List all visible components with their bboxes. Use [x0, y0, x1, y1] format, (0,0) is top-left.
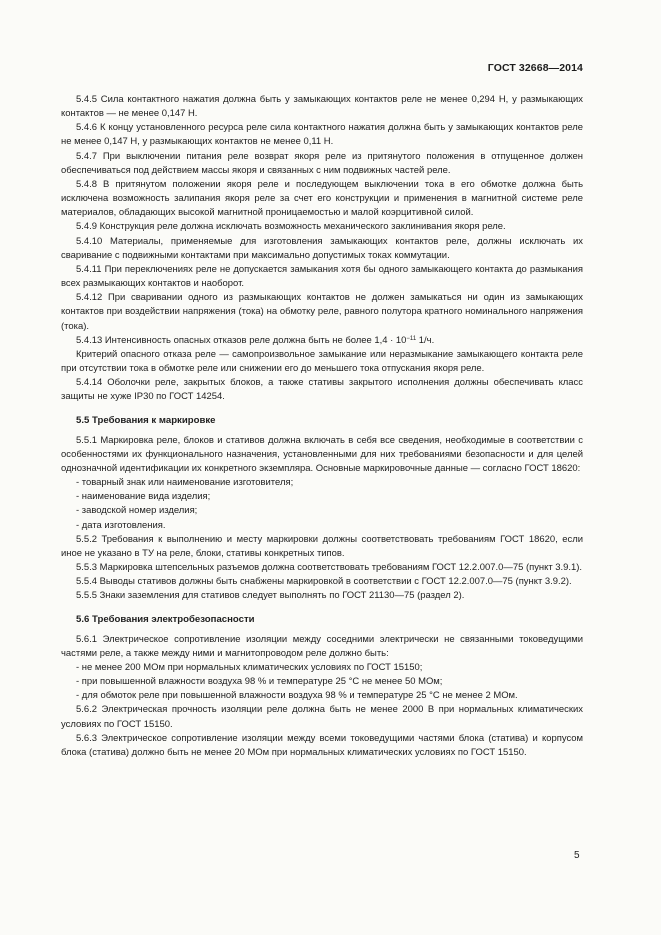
clause-5-4-13-unit: 1/ч. — [416, 334, 435, 346]
document-body — [61, 93, 583, 760]
clause-5-6-1: 5.6.1 Электрическое сопротивление изоляции между соседними электрически не связанными токоведущими частями реле, а также между ними и магнитопроводом реле должно быть: — [61, 633, 583, 659]
section-5-5-heading: 5.5 Требования к маркировке — [76, 415, 216, 427]
section-5-6-heading: 5.6 Требования электробезопасности — [76, 614, 255, 626]
list-item: - не менее 200 МОм при нормальных климатических условиях по ГОСТ 15150; — [76, 661, 423, 673]
list-item: - дата изготовления. — [76, 519, 166, 531]
clause-5-4-5: 5.4.5 Сила контактного нажатия должна быть у замыкающих контактов реле не менее 0,294 Н, у размыкающих контактов — не менее 0,147 Н. — [61, 94, 583, 120]
clause-5-6-3: 5.6.3 Электрическое сопротивление изоляции между всеми токоведущими частями блока (статива) и корпусом блока (статива) должно быть не менее 20 МОм при нормальных климатических условиях по ГОСТ 15150. — [61, 732, 583, 758]
clause-5-4-13-text: 5.4.13 Интенсивность опасных отказов реле должна быть не более 1,4 · 10 — [76, 334, 407, 346]
clause-5-6-2: 5.6.2 Электрическая прочность изоляции реле должна быть не менее 2000 В при нормальных климатических условиях по ГОСТ 15150. — [61, 704, 583, 730]
clause-5-5-5: 5.5.5 Знаки заземления для стативов следует выполнять по ГОСТ 21130—75 (раздел 2). — [76, 590, 465, 602]
clause-5-4-13 — [61, 334, 583, 348]
list-item: - заводской номер изделия; — [76, 505, 198, 517]
page-number: 5 — [574, 850, 580, 861]
clause-5-4-7: 5.4.7 При выключении питания реле возврат якоря реле из притянутого положения в отпущенное должен обеспечиваться под действием массы якоря и связанных с ним подвижных частей реле. — [61, 150, 583, 176]
list-item: - товарный знак или наименование изготовителя; — [76, 477, 294, 489]
clause-5-4-9: 5.4.9 Конструкция реле должна исключать возможность механического заклинивания якоря реле. — [76, 221, 506, 233]
clause-5-4-6: 5.4.6 К концу установленного ресурса реле сила контактного нажатия должна быть у замыкающих контактов реле не менее 0,147 Н, у размыкающих контактов не менее 0,11 Н. — [61, 122, 583, 148]
clause-5-5-4: 5.5.4 Выводы стативов должны быть снабжены маркировкой в соответствии с ГОСТ 12.2.007.0—75 (пункт 3.9.2). — [76, 576, 572, 588]
dangerous-failure-criterion: Критерий опасного отказа реле — самопроизвольное замыкание или неразмыкание замыкающего контакта реле при отсутствии тока в обмотке реле или снижении его до меньшего тока отпускания якоря реле. — [61, 348, 583, 374]
clause-5-4-10: 5.4.10 Материалы, применяемые для изготовления замыкающих контактов реле, должны исключать их сваривание с подвижными контактами при максимально допустимых токах коммутации. — [61, 235, 583, 261]
clause-5-5-1: 5.5.1 Маркировка реле, блоков и стативов должна включать в себя все сведения, необходимые в соответствии с особенностями их функционального назначения, установленными для них требованиями безопасности и для целей однозначной идентификации их конкретного экземпляра. Основные маркировочные данные — согласно ГОСТ 18620: — [61, 434, 583, 474]
list-item: - при повышенной влажности воздуха 98 % и температуре 25 °С не менее 50 МОм; — [76, 676, 443, 688]
clause-5-4-12: 5.4.12 При сваривании одного из размыкающих контактов не должен замыкаться ни один из замыкающих контактов при воздействии напряжения (тока) на обмотку реле, равного полутора кратного номинального напряжения (тока). — [61, 292, 583, 332]
clause-5-5-3: 5.5.3 Маркировка штепсельных разъемов должна соответствовать требованиям ГОСТ 12.2.007.0—75 (пункт 3.9.1). — [76, 562, 583, 573]
list-item: - наименование вида изделия; — [76, 491, 211, 503]
list-item: - для обмоток реле при повышенной влажности воздуха 98 % и температуре 25 °С не менее 2 МОм. — [76, 690, 518, 702]
clause-5-4-11: 5.4.11 При переключениях реле не допускается замыкания хотя бы одного замыкающего контакта до размыкания всех размыкающих контактов и наоборот. — [61, 263, 583, 290]
clause-5-4-8: 5.4.8 В притянутом положении якоря реле и последующем выключении тока в его обмотке должна быть исключена возможность залипания якоря реле за счет его конструкции и применения в магнитной системе реле материалов, обладающих высокой магнитной проницаемостью и малой коэрцитивной силой. — [61, 178, 583, 219]
clause-5-4-14: 5.4.14 Оболочки реле, закрытых блоков, а также стативы закрытого исполнения должны обеспечивать класс защиты не хуже IP30 по ГОСТ 14254. — [61, 377, 583, 403]
clause-5-4-13-exponent: −11 — [406, 335, 417, 342]
standard-code-header: ГОСТ 32668—2014 — [487, 62, 583, 74]
clause-5-5-2: 5.5.2 Требования к выполнению и месту маркировки должны соответствовать требованиям ГОСТ 18620, если иное не указано в ТУ на реле, блоки, стативы конкретных типов. — [61, 533, 583, 559]
